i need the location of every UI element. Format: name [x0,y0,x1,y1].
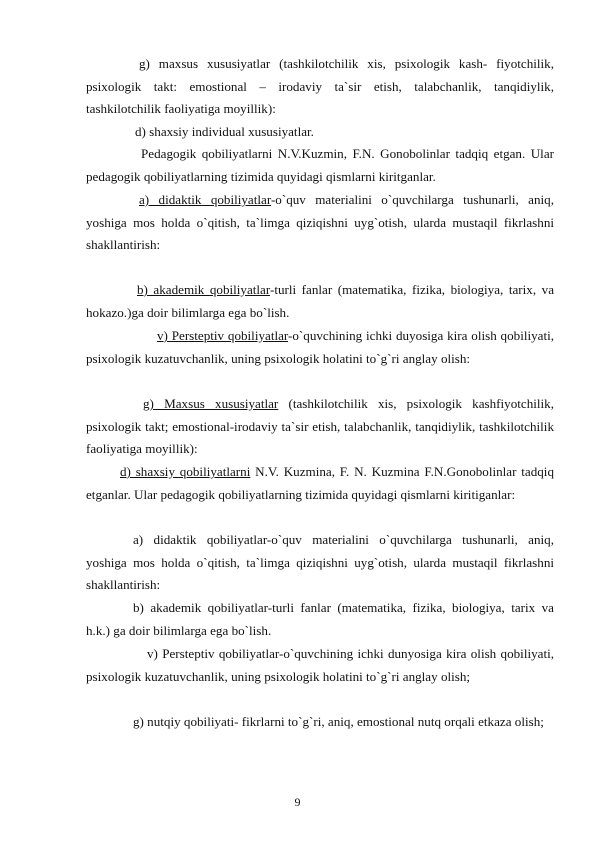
term-didactic: a) didaktik qobiliyatlar [139,192,271,207]
paragraph-text: b) akademik qobiliyatlar-turli fanlar (matematika, fizika, biologiya, tarix va h.k.) ga doir bilimlarga ega bo`lish. [86,600,554,638]
term-special: g) Maxsus xususiyatlar [143,396,279,411]
paragraph-special [86,393,554,461]
paragraph-didactic [86,189,554,257]
term-perceptive: v) Persteptiv qobiliyatlar [157,328,289,343]
paragraph-text: a) didaktik qobiliyatlar-o`quv materialini o`quvchilarga tushunarli, aniq, yoshiga mos holda o`qitish, ta`limga qiziqishni uyg`otish, ularda mustaqil fikrlashni shakllantirish: [86,532,554,593]
list-item-academic [86,597,554,642]
paragraph-text: -o`quvchining ichki duyosiga kira olish qobiliyati, psixologik kuzatuvchanlik, uning psixologik holatini to`g`ri anglay olish: [86,328,555,366]
paragraph-text: N.V. Kuzmina, F. N. Kuzmina F.N.Gonobolinlar tadqiq etganlar. Ular pedagogik qobiliyatlarning tizimida quyidagi qismlarni kiritiganlar: [86,464,554,502]
list-item-speech [86,711,554,734]
term-academic: b) akademik qobiliyatlar [137,282,270,297]
paragraph-text: (tashkilotchilik xis, psixologik kashfiyotchilik, psixologik takt; emostional-irodaviy ta`sir etish, talabchanlik, tanqidiylik, tashkilotchilik faoliyatiga moyillik): [86,396,554,457]
term-personal: d) shaxsiy qobiliyatlarni [120,464,251,479]
paragraph-text: -o`quv materialini o`quvchilarga tushunarli, aniq, yoshiga mos holda o`qitish, ta`limga qiziqishni uyg`otish, ularda mustaqil fikrlashni shakllantirish: [86,192,554,253]
paragraph-text: Pedagogik qobiliyatlarni N.V.Kuzmin, F.N. Gonobolinlar tadqiq etgan. Ular pedagogik qobiliyatlarning tizimida quyidagi qismlarni kiritganlar. [86,146,554,184]
paragraph-perceptive [86,325,554,370]
paragraph-individual-traits [86,121,554,144]
paragraph-text: g) maxsus xususiyatlar (tashkilotchilik xis, psixologik kash- fiyotchilik, psixologik takt: emostional – irodaviy ta`sir etish, talabchanlik, tanqidiylik, tashkilotchilik faoliyatiga moyillik): [86,56,554,117]
paragraph-text: g) nutqiy qobiliyati- fikrlarni to`g`ri, aniq, emostional nutq orqali etkaza olish; [133,714,544,729]
list-item-perceptive [86,643,554,688]
paragraph-personal [86,461,554,506]
paragraph-intro-researchers [86,143,554,188]
paragraph-special-traits [86,53,554,121]
paragraph-text: -turli fanlar (matematika, fizika, biologiya, tarix, va hokazo.)ga doir bilimlarga ega bo`lish. [86,282,555,320]
list-item-didactic [86,529,554,597]
paragraph-text: v) Persteptiv qobiliyatlar-o`quvchining ichki dunyosiga kira olish qobiliyati, psixologik kuzatuvchanlik, uning psixologik holatini to`g`ri anglay olish; [86,646,554,684]
paragraph-text: d) shaxsiy individual xususiyatlar. [135,124,314,139]
page-number: 9 [294,795,301,809]
paragraph-academic [86,279,554,324]
